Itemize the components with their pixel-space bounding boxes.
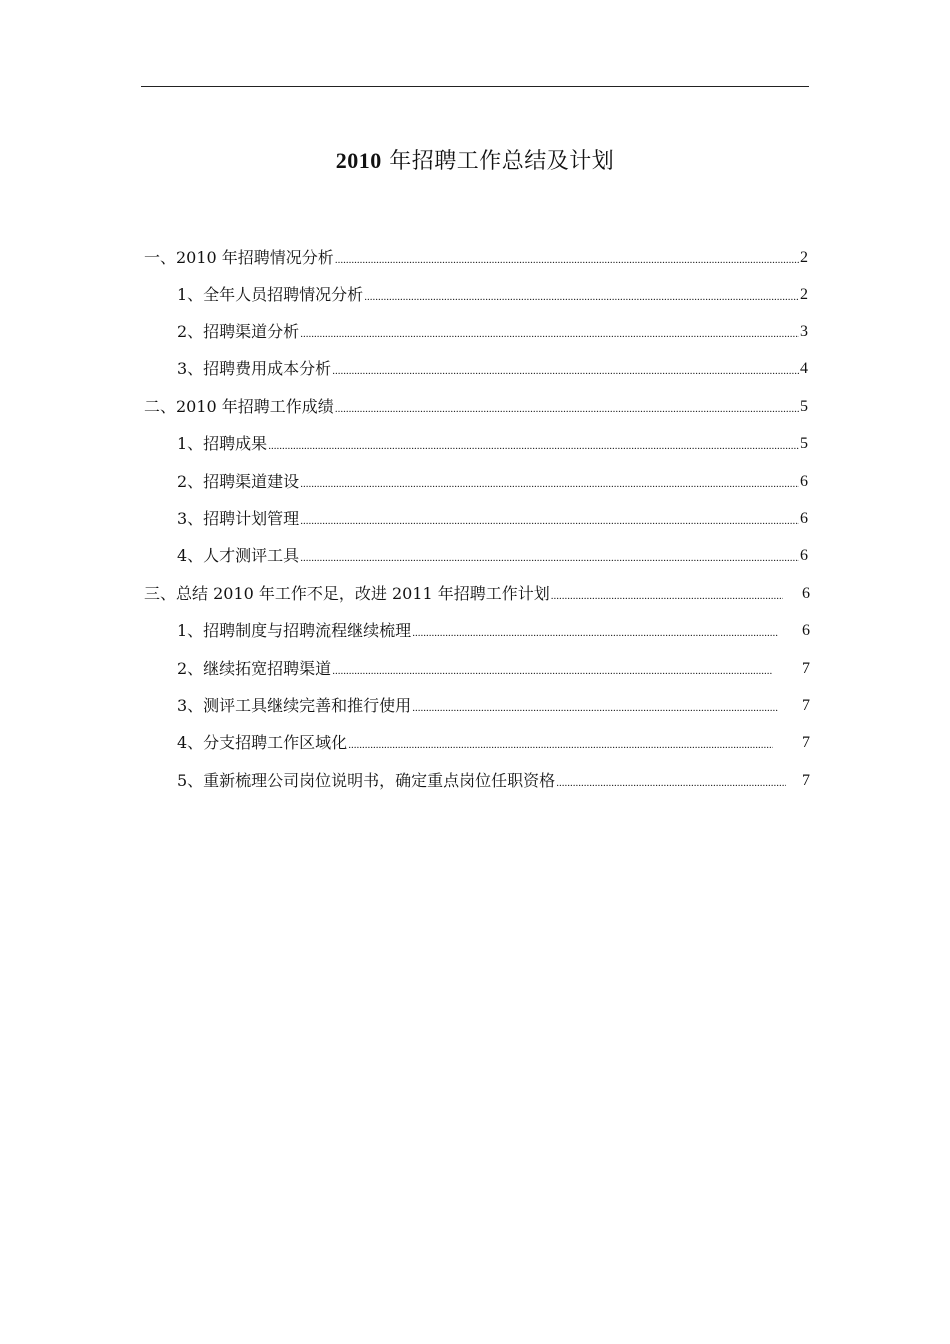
toc-entry-label: 三、总结 2010 年工作不足，改进 2011 年招聘工作计划 bbox=[144, 584, 550, 603]
toc-leader bbox=[300, 469, 799, 495]
toc-entry[interactable] bbox=[177, 356, 808, 382]
toc-entry[interactable] bbox=[177, 618, 779, 644]
toc-leader bbox=[364, 282, 799, 308]
toc-entry-page: 5 bbox=[800, 435, 808, 452]
toc-leader bbox=[556, 768, 786, 794]
toc-entry[interactable] bbox=[177, 319, 808, 345]
toc-entry-label: 3、测评工具继续完善和推行使用 bbox=[177, 696, 412, 715]
toc-entry-label: 1、招聘成果 bbox=[177, 434, 268, 453]
toc-entry-page: 7 bbox=[802, 660, 810, 677]
toc-entry[interactable] bbox=[177, 656, 774, 682]
document-title-text: 年招聘工作总结及计划 bbox=[381, 149, 615, 174]
document-title-year: 2010 bbox=[335, 148, 382, 173]
toc-entry-label: 5、重新梳理公司岗位说明书，确定重点岗位任职资格 bbox=[177, 771, 556, 790]
toc-entry-page: 7 bbox=[802, 697, 810, 714]
toc-leader bbox=[300, 319, 799, 345]
toc-leader bbox=[332, 656, 773, 682]
toc-leader bbox=[300, 506, 799, 532]
toc-entry-page: 7 bbox=[802, 734, 810, 751]
toc-entry-label: 一、2010 年招聘情况分析 bbox=[144, 248, 334, 267]
toc-entry[interactable] bbox=[144, 394, 808, 420]
toc-entry[interactable] bbox=[177, 693, 779, 719]
toc-entry-label: 1、全年人员招聘情况分析 bbox=[177, 285, 364, 304]
toc-leader bbox=[348, 730, 773, 756]
toc-entry[interactable] bbox=[177, 768, 787, 794]
toc-entry-label: 2、继续拓宽招聘渠道 bbox=[177, 659, 332, 678]
toc-entry-page: 6 bbox=[802, 585, 810, 602]
toc-entry[interactable] bbox=[177, 730, 774, 756]
toc-entry-label: 二、2010 年招聘工作成绩 bbox=[144, 397, 334, 416]
toc-entry-page: 2 bbox=[800, 249, 808, 266]
toc-leader bbox=[300, 543, 799, 569]
toc-entry-page: 6 bbox=[800, 510, 808, 527]
toc-entry-label: 2、招聘渠道分析 bbox=[177, 322, 300, 341]
toc-entry[interactable] bbox=[177, 282, 808, 308]
toc-entry-label: 2、招聘渠道建设 bbox=[177, 472, 300, 491]
toc-entry[interactable] bbox=[144, 581, 784, 607]
toc-leader bbox=[412, 618, 778, 644]
toc-entry-page: 6 bbox=[800, 547, 808, 564]
toc-entry-page: 5 bbox=[800, 398, 808, 415]
toc-entry[interactable] bbox=[177, 506, 808, 532]
toc-entry[interactable] bbox=[144, 245, 808, 271]
toc-entry-label: 4、人才测评工具 bbox=[177, 546, 300, 565]
toc-entry-page: 7 bbox=[802, 772, 810, 789]
toc-leader bbox=[335, 394, 799, 420]
header-rule bbox=[141, 86, 809, 87]
toc-entry-label: 3、招聘计划管理 bbox=[177, 509, 300, 528]
toc-entry-label: 3、招聘费用成本分析 bbox=[177, 359, 332, 378]
toc-leader bbox=[551, 581, 783, 607]
toc-entry-label: 4、分支招聘工作区域化 bbox=[177, 733, 348, 752]
toc-entry[interactable] bbox=[177, 431, 808, 457]
toc-entry-page: 6 bbox=[802, 622, 810, 639]
toc-entry-page: 6 bbox=[800, 473, 808, 490]
toc-entry[interactable] bbox=[177, 543, 808, 569]
toc-entry[interactable] bbox=[177, 469, 808, 495]
document-title bbox=[0, 146, 950, 177]
toc-leader bbox=[412, 693, 778, 719]
toc-entry-page: 4 bbox=[800, 360, 808, 377]
toc-leader bbox=[268, 431, 799, 457]
toc-leader bbox=[332, 356, 799, 382]
toc-entry-label: 1、招聘制度与招聘流程继续梳理 bbox=[177, 621, 412, 640]
toc-leader bbox=[335, 245, 799, 271]
toc-entry-page: 2 bbox=[800, 286, 808, 303]
toc-entry-page: 3 bbox=[800, 323, 808, 340]
